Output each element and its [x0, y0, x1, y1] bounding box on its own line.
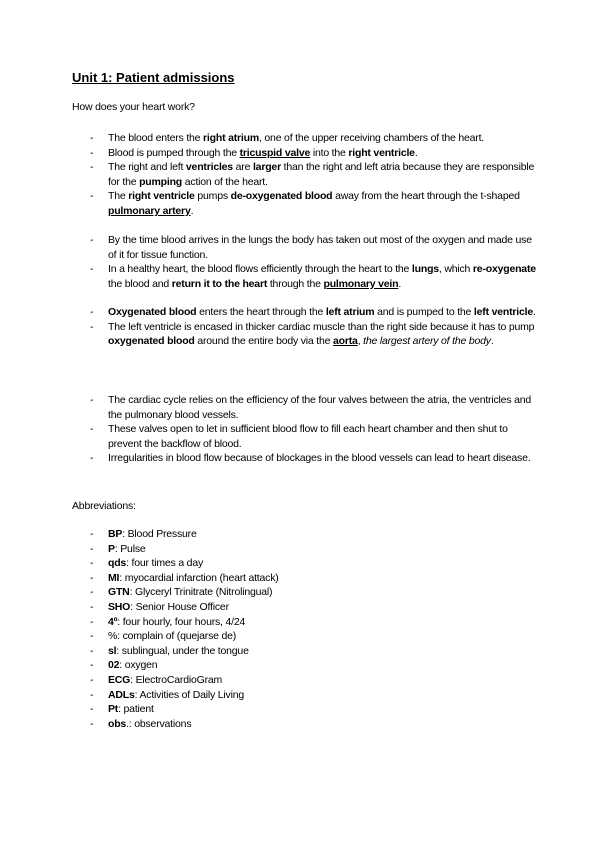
key-term: oxygenated blood	[108, 335, 195, 348]
text-run: In a healthy heart, the blood flows efficiently through the heart to the	[108, 263, 412, 276]
key-term: re-oxygenate	[472, 263, 536, 276]
abbreviation-item	[90, 629, 408, 644]
key-term: left atrium	[325, 306, 375, 318]
abbreviation-term: MI	[108, 571, 120, 584]
abbreviation-term: P	[108, 542, 115, 555]
key-term: pulmonary artery	[108, 204, 191, 217]
text-run: Irregularities in blood flow because of blockages in the blood vessels can lead to heart disease.	[108, 452, 531, 465]
abbreviation-term: Pt	[108, 703, 119, 716]
abbreviation-item	[90, 717, 408, 732]
abbreviations-heading: Abbreviations:	[72, 500, 136, 512]
text-run: , one of the upper receiving chambers of the heart.	[258, 132, 485, 144]
abbreviation-definition: : sublingual, under the tongue	[116, 644, 249, 657]
bullet-item	[90, 422, 540, 451]
key-term: tricuspid valve	[239, 146, 311, 159]
bullet-item	[90, 189, 540, 218]
abbreviation-definition: : myocardial infarction (heart attack)	[119, 571, 279, 584]
abbreviation-item	[90, 702, 408, 717]
bullet-group-4	[90, 393, 540, 466]
abbreviation-item	[90, 600, 408, 615]
intro-question: How does your heart work?	[72, 101, 195, 113]
abbreviation-definition: : Blood Pressure	[122, 528, 197, 540]
text-run: than the right and left atria because they are responsible for the	[108, 161, 535, 188]
text-run: and is pumped to the	[374, 306, 474, 318]
abbreviation-definition: : patient	[118, 703, 154, 716]
abbreviations-list	[90, 527, 408, 731]
abbreviation-term: BP	[108, 528, 123, 540]
text-run: Blood is pumped through the	[108, 146, 240, 159]
text-run: The cardiac cycle relies on the efficiency of the four valves between the atria, the ventricles and the pulmonary blood vessels.	[108, 394, 531, 421]
abbreviation-definition: : Senior House Officer	[130, 600, 229, 613]
abbreviation-item	[90, 527, 408, 542]
key-term: pulmonary vein	[323, 277, 399, 290]
text-run: away from the heart through the t-shaped	[332, 190, 520, 203]
bullet-item	[90, 451, 540, 466]
text-run: .	[190, 204, 194, 217]
text-run: .	[532, 306, 536, 318]
bullet-item	[90, 393, 540, 422]
abbreviation-term: 4º	[108, 615, 118, 628]
text-run: enters the heart through the	[196, 306, 326, 318]
abbreviation-definition: : oxygen	[119, 659, 158, 672]
abbreviation-term: GTN	[108, 586, 130, 599]
text-run: The blood enters the	[108, 132, 204, 144]
abbreviation-item	[90, 585, 408, 600]
abbreviation-definition: : Activities of Daily Living	[134, 688, 244, 701]
key-term: right ventricle	[128, 190, 195, 203]
key-term: return it to the heart	[171, 277, 268, 290]
key-term: right ventricle	[348, 146, 415, 159]
page-title: Unit 1: Patient admissions	[72, 70, 235, 85]
bullet-group-2	[90, 233, 540, 291]
text-run: .	[490, 335, 494, 348]
abbreviation-definition: .: observations	[126, 717, 192, 730]
text-run: are	[232, 161, 253, 174]
abbreviation-item	[90, 673, 408, 688]
key-term: Oxygenated blood	[108, 306, 197, 318]
abbreviation-item	[90, 542, 408, 557]
text-run: , which	[438, 263, 473, 276]
text-run: the blood and	[108, 277, 172, 290]
text-run: The	[108, 190, 129, 203]
abbreviation-item	[90, 615, 408, 630]
bullet-item	[90, 320, 540, 349]
abbreviation-item	[90, 658, 408, 673]
abbreviation-item	[90, 688, 408, 703]
text-run: These valves open to let in sufficient blood flow to fill each heart chamber and then shut to prevent the backflow of blood.	[108, 423, 508, 450]
abbreviation-definition: : Glyceryl Trinitrate (Nitrolingual)	[129, 586, 273, 599]
abbreviation-term: qds	[108, 557, 127, 570]
key-term: left ventricle	[473, 306, 533, 318]
text-run: .	[414, 146, 418, 159]
abbreviation-definition: : four hourly, four hours, 4/24	[117, 615, 246, 628]
bullet-group-3	[90, 305, 540, 349]
abbreviation-term: obs	[108, 717, 127, 730]
text-run: the largest artery of the body	[363, 335, 491, 348]
text-run: The left ventricle is encased in thicker cardiac muscle than the right side because it has to pump	[108, 320, 535, 333]
bullet-item	[90, 305, 540, 320]
abbreviation-definition: %: complain of (quejarse de)	[108, 630, 237, 643]
abbreviation-item	[90, 556, 408, 571]
abbreviation-term: 02	[108, 659, 120, 672]
abbreviation-definition: : Pulse	[114, 542, 146, 555]
bullet-group-1	[90, 131, 540, 219]
text-run: pumps	[194, 190, 231, 203]
abbreviation-term: sl	[108, 644, 117, 657]
key-term: aorta	[333, 335, 358, 348]
text-run: The right and left	[108, 161, 186, 174]
text-run: through the	[267, 277, 324, 290]
abbreviation-definition: : four times a day	[126, 557, 204, 570]
bullet-item	[90, 233, 540, 262]
abbreviation-term: SHO	[108, 600, 131, 613]
abbreviation-item	[90, 644, 408, 659]
bullet-item	[90, 262, 540, 291]
text-run: around the entire body via the	[194, 335, 334, 348]
abbreviation-definition: : ElectroCardioGram	[130, 673, 223, 686]
key-term: right atrium	[203, 132, 259, 144]
text-run: into the	[310, 146, 349, 159]
bullet-item	[90, 146, 540, 161]
text-run: .	[398, 277, 402, 290]
abbreviation-item	[90, 571, 408, 586]
key-term: larger	[252, 161, 281, 174]
key-term: de-oxygenated blood	[230, 190, 333, 203]
bullet-item	[90, 131, 540, 146]
bullet-item	[90, 160, 540, 189]
text-run: By the time blood arrives in the lungs the body has taken out most of the oxygen and made use of it for tissue function.	[108, 234, 532, 261]
text-run: ,	[357, 335, 364, 348]
key-term: ventricles	[185, 161, 233, 174]
text-run: action of the heart.	[182, 175, 268, 188]
abbreviation-term: ECG	[108, 673, 131, 686]
key-term: lungs	[411, 263, 439, 276]
abbreviation-term: ADLs	[108, 688, 135, 701]
key-term: pumping	[139, 175, 183, 188]
